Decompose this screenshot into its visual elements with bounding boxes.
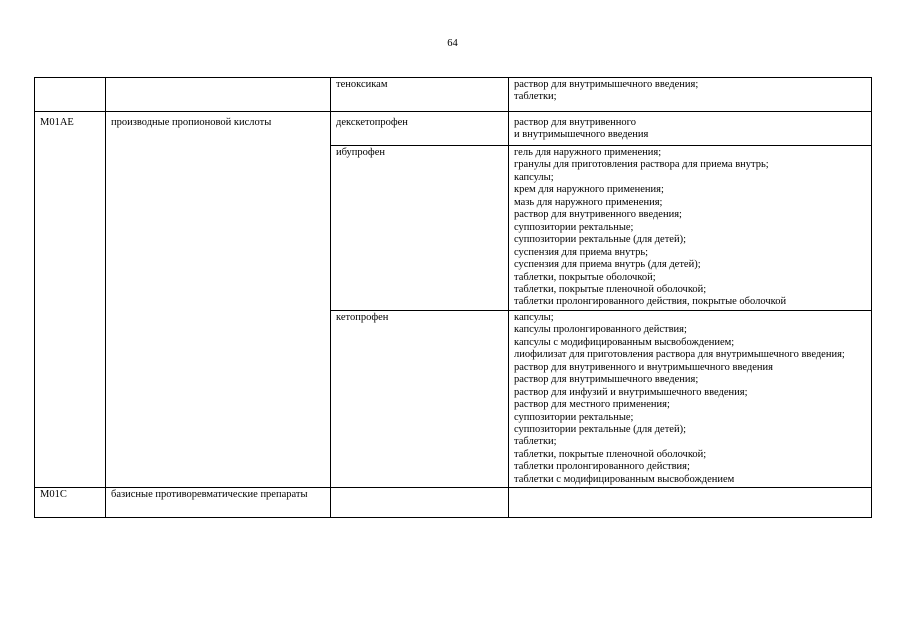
dosage-form: раствор для внутримышечного введения; (514, 374, 699, 386)
dosage-form: лиофилизат для приготовления раствора для внутримышечного введения; (514, 349, 845, 361)
substance-cell: декскетопрофен (331, 112, 509, 146)
dosage-form: суппозитории ректальные (для детей); (514, 423, 686, 435)
atc-code-cell: M01AE (35, 112, 106, 488)
dosage-form: суспензия для приема внутрь (для детей); (514, 259, 701, 271)
dosage-form: гранулы для приготовления раствора для приема внутрь; (514, 159, 769, 171)
dosage-forms-cell (509, 112, 872, 146)
dosage-form: таблетки пролонгированного действия; (514, 461, 690, 473)
dosage-form: мазь для наружного применения; (514, 196, 663, 208)
dosage-form: таблетки с модифицированным высвобождением (514, 473, 735, 485)
dosage-form: раствор для внутривенного и внутримышечного введения (514, 361, 773, 373)
dosage-form: таблетки, покрытые пленочной оболочкой; (514, 283, 707, 295)
substance-cell (331, 488, 509, 518)
group-name-cell: производные пропионовой кислоты (106, 112, 331, 488)
dosage-forms-cell (509, 146, 872, 311)
dosage-form: раствор для внутривенного введения; (514, 209, 682, 221)
dosage-form: суппозитории ректальные; (514, 411, 634, 423)
dosage-form: раствор для внутримышечного введения; (514, 79, 699, 90)
dosage-form: капсулы пролонгированного действия; (514, 324, 687, 336)
dosage-forms-cell (509, 488, 872, 518)
atc-code-cell (35, 78, 106, 112)
substance-cell: кетопрофен (331, 310, 509, 487)
atc-code-cell: M01C (35, 488, 106, 518)
dosage-form: таблетки, покрытые оболочкой; (514, 271, 656, 283)
dosage-form: суппозитории ректальные (для детей); (514, 234, 686, 246)
table-row (35, 488, 872, 518)
dosage-form: и внутримышечного введения (514, 129, 649, 141)
medication-table (34, 77, 872, 518)
dosage-forms-cell (509, 310, 872, 487)
dosage-form: суппозитории ректальные; (514, 221, 634, 233)
dosage-forms-cell (509, 78, 872, 112)
substance-cell: теноксикам (331, 78, 509, 112)
page-number: 64 (447, 38, 458, 49)
table-row (35, 112, 872, 146)
dosage-form: таблетки, покрытые пленочной оболочкой; (514, 448, 707, 460)
dosage-form: крем для наружного применения; (514, 184, 664, 196)
dosage-form: раствор для инфузий и внутримышечного введения; (514, 386, 748, 398)
dosage-form: капсулы; (514, 311, 554, 323)
dosage-form: раствор для внутривенного (514, 117, 636, 128)
dosage-form: таблетки пролонгированного действия, покрытые оболочкой (514, 296, 787, 308)
substance-cell: ибупрофен (331, 146, 509, 311)
dosage-form: суспензия для приема внутрь; (514, 246, 649, 258)
group-name-cell: базисные противоревматические препараты (106, 488, 331, 518)
dosage-form: таблетки; (514, 91, 557, 103)
dosage-form: капсулы; (514, 171, 554, 183)
dosage-form: раствор для местного применения; (514, 399, 670, 411)
group-name-cell (106, 78, 331, 112)
dosage-form: гель для наружного применения; (514, 147, 662, 158)
dosage-form: капсулы с модифицированным высвобождением; (514, 336, 735, 348)
dosage-form: таблетки; (514, 436, 557, 448)
table-row (35, 78, 872, 112)
